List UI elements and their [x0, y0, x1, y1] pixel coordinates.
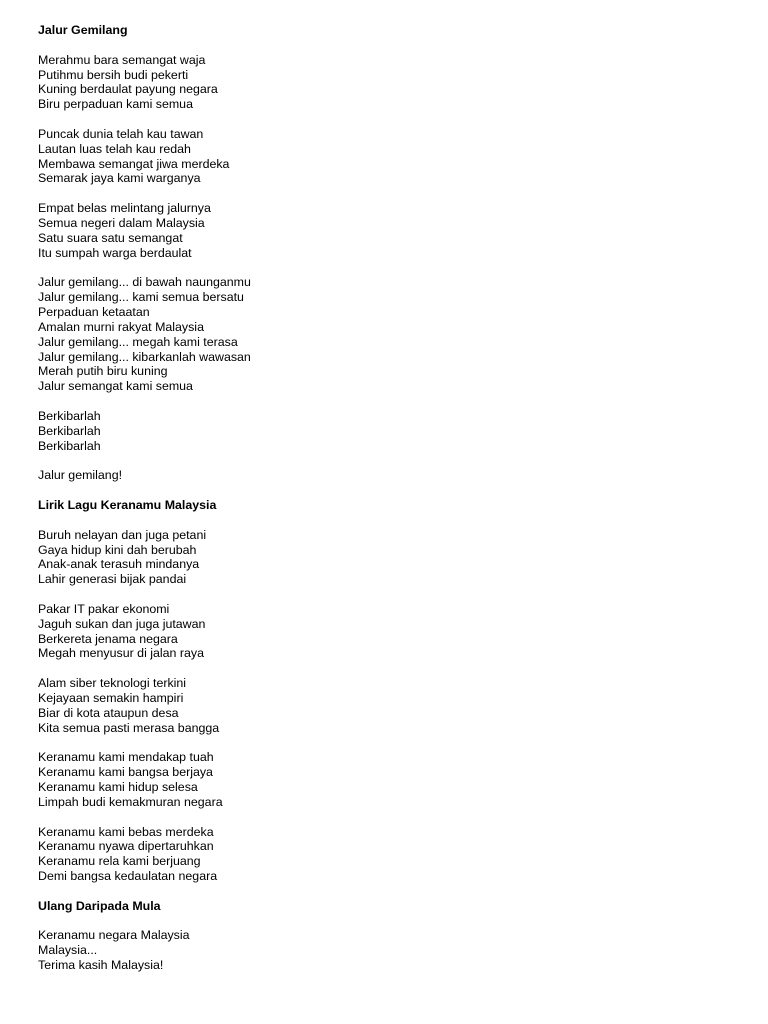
blank-line	[38, 914, 738, 929]
lyric-line: Jalur gemilang... kami semua bersatu	[38, 290, 244, 305]
lyric-line: Biru perpaduan kami semua	[38, 97, 193, 112]
lyric-line: Keranamu rela kami berjuang	[38, 854, 201, 869]
lyrics-section	[38, 899, 738, 973]
lyric-line: Lahir generasi bijak pandai	[38, 572, 187, 587]
blank-line	[38, 38, 738, 53]
stanza	[38, 53, 738, 112]
stanza	[38, 528, 738, 587]
lyric-line: Buruh nelayan dan juga petani	[38, 527, 207, 542]
lyric-line: Jaguh sukan dan juga jutawan	[38, 616, 206, 631]
lyric-line: Kuning berdaulat payung negara	[38, 82, 218, 97]
lyric-line: Demi bangsa kedaulatan negara	[38, 869, 218, 884]
blank-line	[38, 736, 738, 751]
lyric-line: Keranamu negara Malaysia	[38, 928, 190, 943]
stanza	[38, 928, 738, 973]
lyric-line: Amalan murni rakyat Malaysia	[38, 319, 204, 334]
blank-line	[38, 186, 738, 201]
lyric-line: Perpaduan ketaatan	[38, 305, 150, 320]
lyric-line: Jalur gemilang... kibarkanlah wawasan	[38, 349, 251, 364]
lyric-line: Keranamu kami bebas merdeka	[38, 824, 214, 839]
lyric-line: Berkibarlah	[38, 408, 101, 423]
blank-line	[38, 112, 738, 127]
stanza	[38, 676, 738, 735]
lyric-line: Membawa semangat jiwa merdeka	[38, 156, 230, 171]
stanza	[38, 275, 738, 394]
lyric-line: Putihmu bersih budi pekerti	[38, 67, 189, 82]
lyric-line: Malaysia...	[38, 943, 98, 958]
lyric-line: Biar di kota ataupun desa	[38, 705, 179, 720]
lyric-line: Semua negeri dalam Malaysia	[38, 215, 205, 230]
lyric-line: Jalur gemilang!	[38, 468, 123, 483]
stanza	[38, 602, 738, 661]
blank-line	[38, 261, 738, 276]
lyric-line: Berkibarlah	[38, 423, 101, 438]
lyric-line: Jalur semangat kami semua	[38, 379, 193, 394]
lyric-line: Terima kasih Malaysia!	[38, 958, 164, 973]
blank-line	[38, 513, 738, 528]
lyric-line: Puncak dunia telah kau tawan	[38, 126, 204, 141]
lyrics-section	[38, 498, 738, 884]
lyric-line: Merahmu bara semangat waja	[38, 52, 206, 67]
lyric-line: Keranamu kami hidup selesa	[38, 780, 198, 795]
lyric-line: Jalur gemilang... megah kami terasa	[38, 334, 238, 349]
lyric-line: Keranamu nyawa dipertaruhkan	[38, 839, 214, 854]
lyrics-section	[38, 23, 738, 483]
stanza	[38, 825, 738, 884]
lyric-line: Pakar IT pakar ekonomi	[38, 601, 170, 616]
blank-line	[38, 587, 738, 602]
blank-line	[38, 661, 738, 676]
lyric-line: Empat belas melintang jalurnya	[38, 201, 211, 216]
lyric-line: Lautan luas telah kau redah	[38, 141, 191, 156]
blank-line	[38, 884, 738, 899]
lyric-line: Kejayaan semakin hampiri	[38, 690, 184, 705]
lyric-line: Keranamu kami mendakap tuah	[38, 750, 214, 765]
blank-line	[38, 810, 738, 825]
lyric-line: Merah putih biru kuning	[38, 364, 168, 379]
lyric-line: Berkibarlah	[38, 438, 101, 453]
lyric-line: Jalur gemilang... di bawah naunganmu	[38, 275, 251, 290]
lyric-line: Kita semua pasti merasa bangga	[38, 720, 220, 735]
lyric-line: Megah menyusur di jalan raya	[38, 646, 204, 661]
lyric-line: Alam siber teknologi terkini	[38, 676, 187, 691]
blank-line	[38, 483, 738, 498]
section-title: Lirik Lagu Keranamu Malaysia	[38, 498, 217, 512]
lyric-line: Anak-anak terasuh mindanya	[38, 557, 200, 572]
stanza	[38, 409, 738, 454]
blank-line	[38, 394, 738, 409]
section-title: Ulang Daripada Mula	[38, 898, 161, 913]
lyric-line: Gaya hidup kini dah berubah	[38, 542, 197, 557]
stanza	[38, 750, 738, 809]
stanza	[38, 468, 738, 483]
blank-line	[38, 453, 738, 468]
stanza	[38, 127, 738, 186]
lyric-line: Limpah budi kemakmuran negara	[38, 794, 223, 809]
lyric-line: Berkereta jenama negara	[38, 631, 178, 646]
stanza	[38, 201, 738, 260]
lyric-line: Satu suara satu semangat	[38, 230, 183, 245]
lyrics-document	[38, 23, 738, 973]
lyric-line: Keranamu kami bangsa berjaya	[38, 765, 213, 780]
lyric-line: Itu sumpah warga berdaulat	[38, 245, 192, 260]
section-title: Jalur Gemilang	[38, 23, 128, 37]
lyric-line: Semarak jaya kami warganya	[38, 171, 201, 186]
